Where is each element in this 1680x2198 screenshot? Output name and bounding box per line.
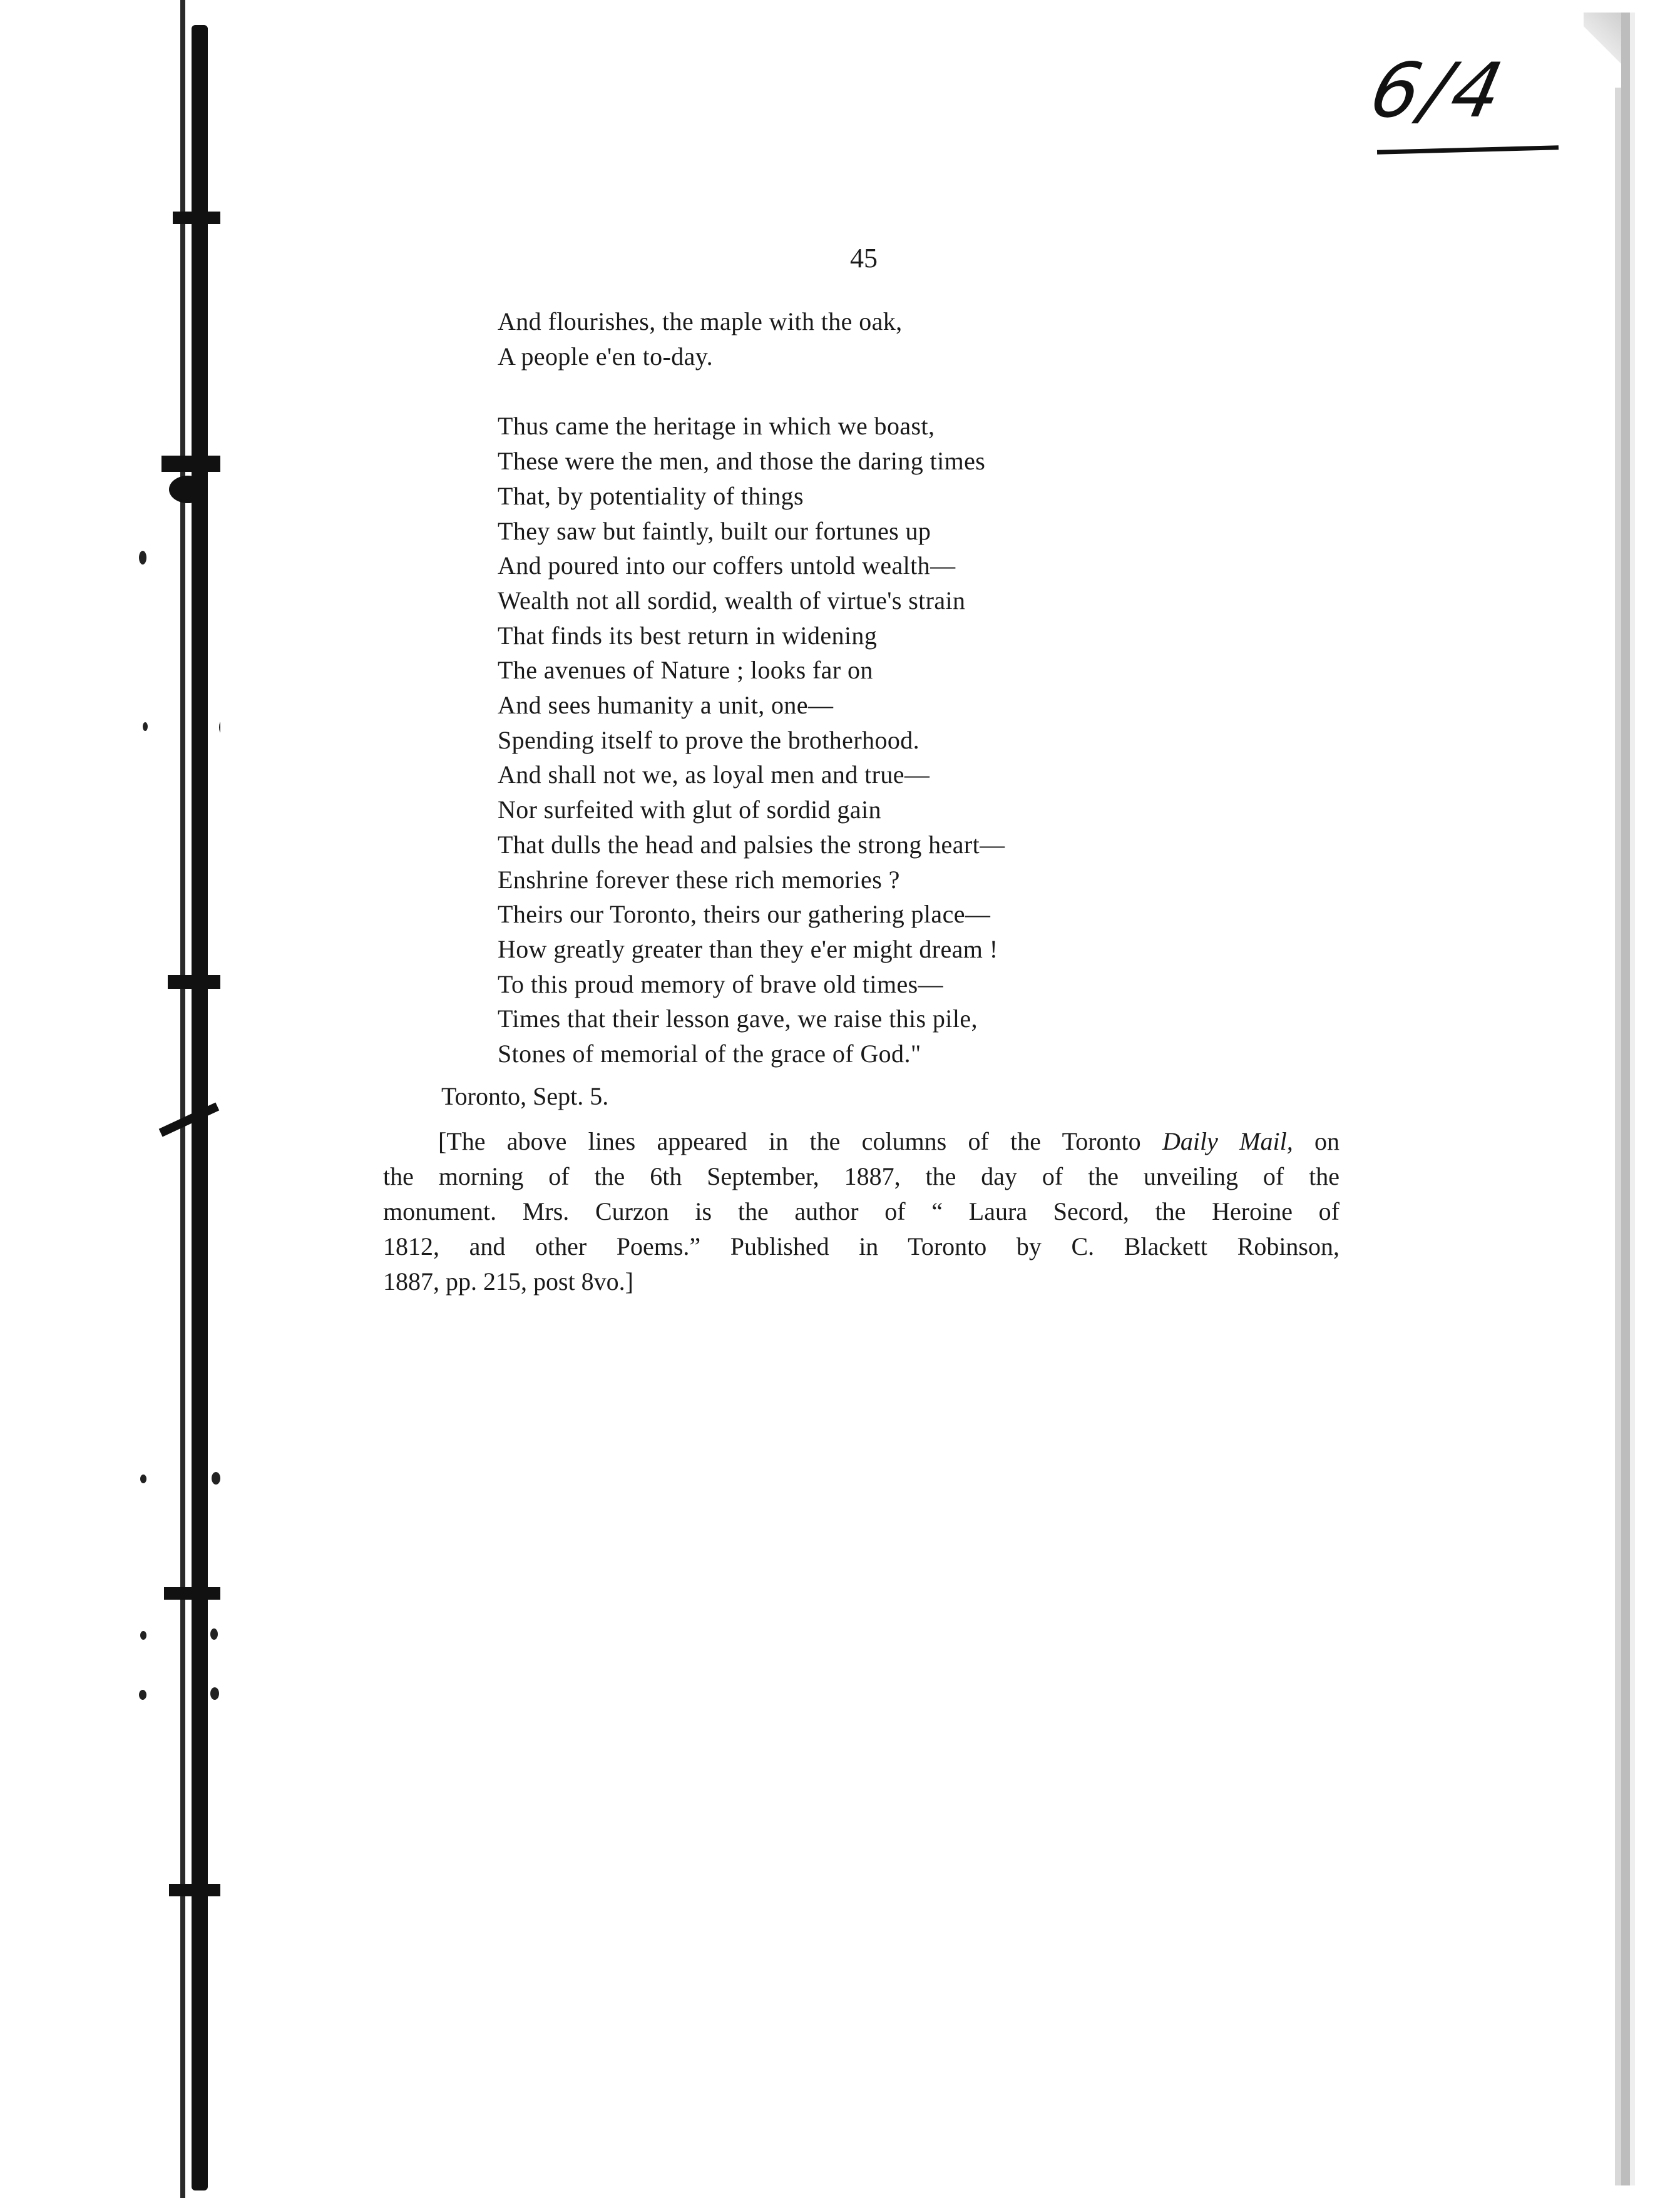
newspaper-title: Daily Mail,	[1162, 1127, 1293, 1155]
poem-line: That finds its best return in widening	[498, 621, 878, 650]
poem-line: And shall not we, as loyal men and true—	[498, 760, 930, 789]
binding-stitch	[169, 476, 207, 503]
stanza-break	[498, 374, 1005, 409]
note-line: the morning of the 6th September, 1887, the day of the unveiling of the	[383, 1162, 1339, 1190]
poem-line: Times that their lesson gave, we raise this pile,	[498, 1004, 978, 1033]
poem-line: Enshrine forever these rich memories ?	[498, 865, 900, 894]
poem-line: And flourishes, the maple with the oak,	[498, 307, 903, 335]
binding-hole	[210, 1628, 218, 1640]
poem-line: Wealth not all sordid, wealth of virtue's strain	[498, 586, 966, 615]
binding-stitch	[169, 1884, 224, 1896]
binding-hole	[140, 1631, 146, 1640]
poem-line: These were the men, and those the daring times	[498, 447, 986, 476]
poem-line: That dulls the head and palsies the strong heart—	[498, 830, 1005, 859]
poem-line: Stones of memorial of the grace of God."	[498, 1040, 921, 1068]
note-line	[383, 1124, 1339, 1159]
page-corner-fold	[1584, 13, 1621, 88]
poem-line: Theirs our Toronto, theirs our gathering place—	[498, 900, 991, 929]
binding-stitch	[164, 1587, 224, 1600]
binding-hole	[139, 551, 146, 565]
editorial-note	[383, 1124, 1339, 1299]
binding-hole	[139, 1690, 146, 1700]
binding-strip	[0, 0, 225, 2198]
note-text: on	[1293, 1127, 1340, 1155]
poem-line: Thus came the heritage in which we boast,	[498, 412, 935, 441]
handwritten-folio-number: 6/4	[1363, 48, 1514, 135]
poem-line: And sees humanity a unit, one—	[498, 691, 834, 720]
note-text: [The above lines appeared in the columns of the Toronto	[438, 1127, 1162, 1155]
poem-line: To this proud memory of brave old times—	[498, 969, 943, 998]
poem-line: The avenues of Nature ; looks far on	[498, 656, 873, 685]
poem-line: Spending itself to prove the brotherhood.	[498, 725, 920, 754]
binding-stitch	[159, 1103, 220, 1137]
binding-hole	[212, 1472, 220, 1485]
poem-line: A people e'en to-day.	[498, 342, 714, 371]
poem-line: How greatly greater than they e'er might dream !	[498, 934, 998, 963]
poem-line: They saw but faintly, built our fortunes up	[498, 516, 931, 545]
note-line: 1812, and other Poems.” Published in Toronto by C. Blackett Robinson,	[383, 1232, 1339, 1260]
dateline: Toronto, Sept. 5.	[441, 1082, 609, 1110]
binding-hole	[210, 1687, 219, 1700]
poem-line: Nor surfeited with glut of sordid gain	[498, 795, 881, 824]
page-number: 45	[850, 243, 878, 273]
poem	[498, 304, 1005, 1071]
poem-line: And poured into our coffers untold wealth—	[498, 551, 956, 580]
poem-line: That, by potentiality of things	[498, 481, 804, 510]
binding-stitch	[168, 975, 228, 989]
left-edge-shadow	[180, 0, 185, 2198]
binding-hole	[140, 1475, 146, 1483]
note-line: 1887, pp. 215, post 8vo.]	[383, 1267, 633, 1296]
note-line: monument. Mrs. Curzon is the author of “ Laura Secord, the Heroine of	[383, 1197, 1339, 1225]
binding-hole	[143, 722, 148, 731]
